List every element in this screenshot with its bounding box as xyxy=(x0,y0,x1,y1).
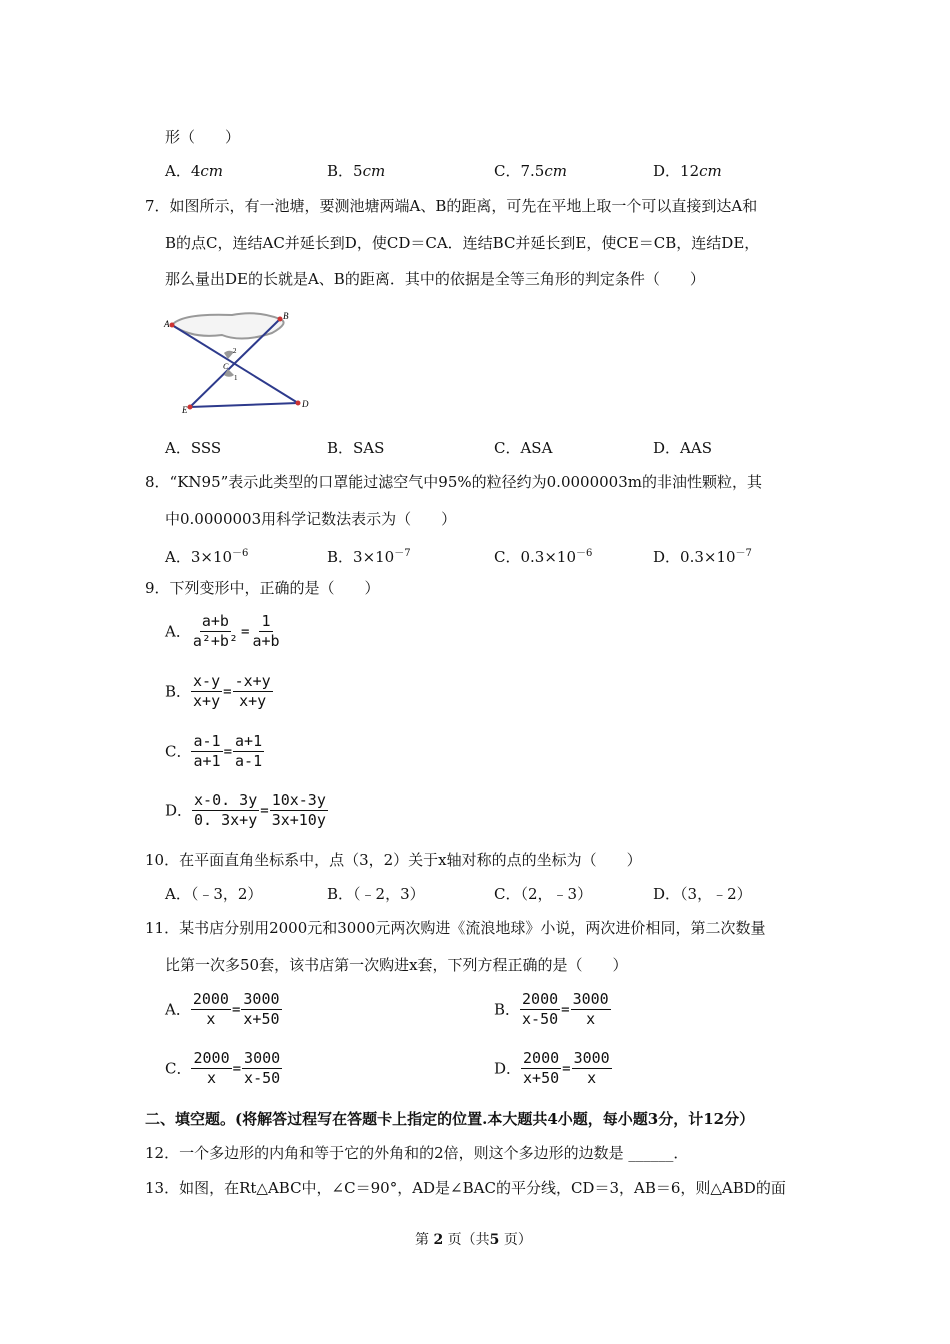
label-d: D xyxy=(302,399,309,409)
label-e: E xyxy=(182,405,188,415)
q9-option-c: C． $\frac{a-1}{a+1}$ = $\frac{a+1}{a-1}$ xyxy=(165,732,263,770)
q6-option-a: A．4cm xyxy=(165,162,224,180)
section-2-heading: 二、填空题。(将解答过程写在答题卡上指定的位置.本大题共4小题，每小题3分，计12分） xyxy=(145,1110,755,1128)
pond-figure xyxy=(162,305,312,417)
q9-option-b: B． $\frac{x-y}{x+y}$ = $\frac{-x+y}{x+y}$ xyxy=(165,672,271,710)
q6-option-d: D．12cm xyxy=(653,162,722,180)
q6-option-b: B．5cm xyxy=(327,162,386,180)
q12-stem: 12．一个多边形的内角和等于它的外角和的2倍，则这个多边形的边数是 ______． xyxy=(145,1144,689,1162)
q11-option-c: C． $\frac{2000}{x}$ = $\frac{3000}{x-50}$ xyxy=(165,1049,281,1087)
q8-option-b: B．$3\times 10^{-7}$ xyxy=(327,548,411,566)
page-footer: 第 2 页（共5 页） xyxy=(415,1232,532,1248)
q8-line-2: 中0.0000003用科学记数法表示为（ ） xyxy=(165,510,457,528)
angle-1-label: 1 xyxy=(234,374,238,382)
q7-option-c: C．ASA xyxy=(494,439,553,457)
label-c: C xyxy=(223,362,229,371)
q8-line-1: 8．“KN95”表示此类型的口罩能过滤空气中95%的粒径约为0.0000003m的非油性颗粒，其 xyxy=(145,473,762,491)
q7-option-b: B．SAS xyxy=(327,439,385,457)
q10-option-c: C．（2，﹣3） xyxy=(494,885,593,903)
q9-option-d: D． $\frac{x-0. 3y}{0. 3x+y}$ = $\frac{10x-3y}{3x+10y}$ xyxy=(165,791,326,829)
q10-option-b: B．（﹣2，3） xyxy=(327,885,425,903)
q10-option-a: A．（﹣3，2） xyxy=(165,885,263,903)
q11-option-b: B． $\frac{2000}{x-50}$ = $\frac{3000}{x}$ xyxy=(494,990,609,1028)
q10-option-d: D．（3，﹣2） xyxy=(653,885,752,903)
q8-option-c: C．$0.3\times 10^{-6}$ xyxy=(494,548,593,566)
q6-option-c: C．7.5cm xyxy=(494,162,567,180)
q11-option-a: A． $\frac{2000}{x}$ = $\frac{3000}{x+50}$ xyxy=(165,990,280,1028)
q7-option-d: D．AAS xyxy=(653,439,712,457)
q8-option-d: D．$0.3\times 10^{-7}$ xyxy=(653,548,752,566)
q9-stem: 9．下列变形中，正确的是（ ） xyxy=(145,579,380,597)
q13-stem: 13．如图，在Rt△ABC中，∠C＝90°，AD是∠BAC的平分线，CD＝3，AB＝6，则△ABD的面 xyxy=(145,1179,786,1197)
q7-line-3: 那么量出DE的长就是A、B的距离．其中的依据是全等三角形的判定条件（ ） xyxy=(165,270,705,288)
q8-option-a: A．$3\times 10^{-6}$ xyxy=(165,548,249,566)
q11-option-d: D． $\frac{2000}{x+50}$ = $\frac{3000}{x}$ xyxy=(494,1049,610,1087)
q7-line-1: 7．如图所示，有一池塘，要测池塘两端A、B的距离，可先在平地上取一个可以直接到达A和 xyxy=(145,197,758,215)
q7-option-a: A．SSS xyxy=(165,439,222,457)
q11-line-2: 比第一次多50套，该书店第一次购进x套，下列方程正确的是（ ） xyxy=(165,956,628,974)
label-a: A xyxy=(164,319,170,329)
q7-line-2: B的点C，连结AC并延长到D，使CD＝CA．连结BC并延长到E，使CE＝CB，连结DE， xyxy=(165,234,760,252)
label-b: B xyxy=(283,311,289,321)
q6-tail: 形（ ） xyxy=(165,128,241,146)
q9-option-a: A． $\frac{a+b}{\text{a²+b²}}$ = $\frac{1}{a+b}$ xyxy=(165,612,280,650)
q10-stem: 10．在平面直角坐标系中，点（3，2）关于x轴对称的点的坐标为（ ） xyxy=(145,851,642,869)
q11-line-1: 11．某书店分别用2000元和3000元两次购进《流浪地球》小说，两次进价相同，第二次数量 xyxy=(145,919,766,937)
angle-2-label: 2 xyxy=(233,347,237,355)
